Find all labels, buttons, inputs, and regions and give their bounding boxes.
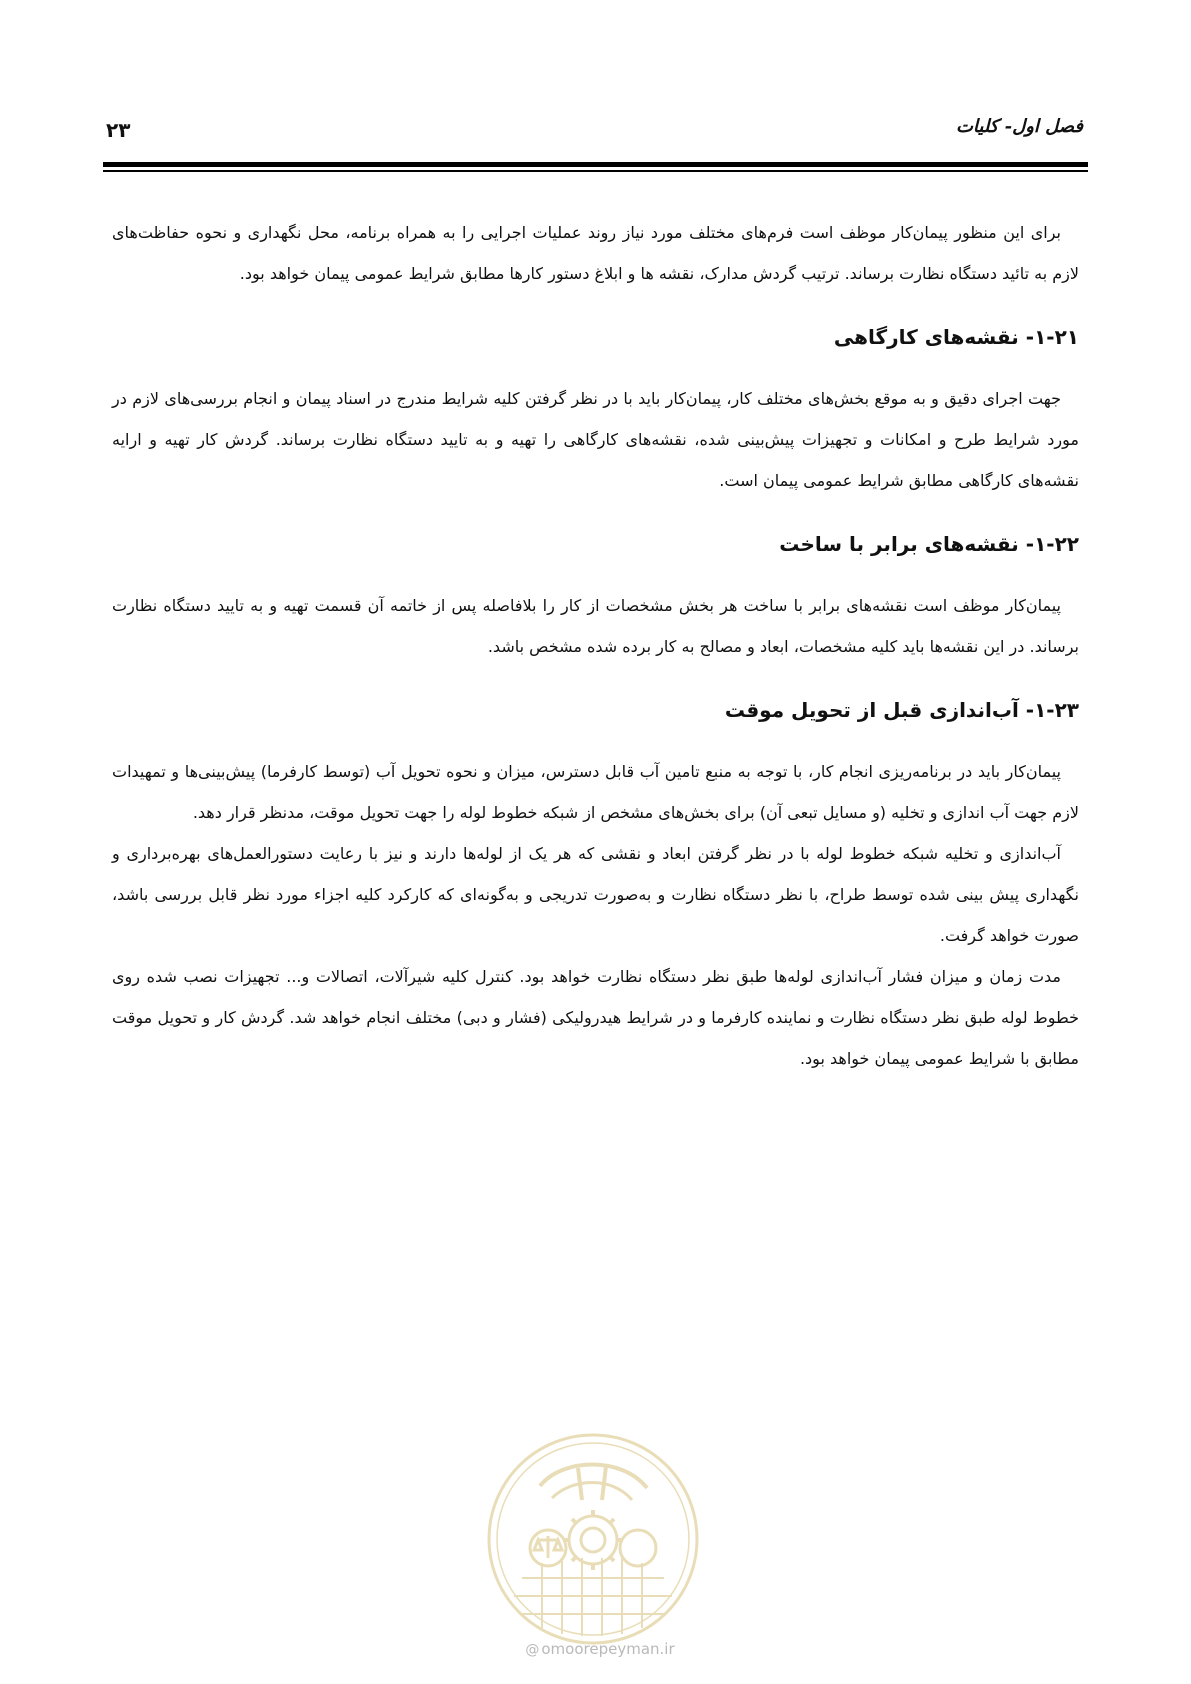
intro-paragraph: برای این منظور پیمان‌کار موظف است فرم‌های مختلف مورد نیاز روند عملیات اجرایی را به همراه برنامه، محل نگهداری و نحوه حفاظت‌های لازم به تائید دستگاه نظارت برساند. ترتیب گردش مدارک، نقشه ها و ابلاغ دستور کارها مطابق شرایط عمومی پیمان خواهد بود. xyxy=(112,223,1079,283)
page-body xyxy=(112,212,1079,1079)
page-number: ۲۳ xyxy=(106,118,131,142)
section-heading-21: ۱-۲۱- نقشه‌های کارگاهی xyxy=(833,325,1079,349)
section-heading-22: ۱-۲۲- نقشه‌های برابر با ساخت xyxy=(779,532,1079,556)
watermark-url-text: omoorepeyman.ir xyxy=(541,1640,675,1658)
watermark-url xyxy=(490,1640,710,1658)
section-heading-23: ۱-۲۳- آب‌اندازی قبل از تحویل موقت xyxy=(724,698,1079,722)
section-23-paragraph-3: مدت زمان و میزان فشار آب‌اندازی لوله‌ها طبق نظر دستگاه نظارت خواهد بود. کنترل کلیه شیرآلات، اتصالات و... تجهیزات نصب شده روی خطوط لوله طبق نظر دستگاه نظارت و نماینده کارفرما و در شرایط هیدرولیکی (فشار و دبی) مختلف انجام خواهد شد. گردش کار و تحویل موقت مطابق با شرایط عمومی پیمان خواهد بود. xyxy=(112,967,1079,1068)
at-sign-icon: @ xyxy=(525,1642,540,1658)
section-22-paragraph: پیمان‌کار موظف است نقشه‌های برابر با ساخت هر بخش مشخصات از کار را بلافاصله پس از خاتمه آن قسمت تهیه و به تایید دستگاه نظارت برساند. در این نقشه‌ها باید کلیه مشخصات، ابعاد و مصالح به کار برده شده مشخص باشد. xyxy=(112,596,1079,656)
header-rule-thin xyxy=(103,170,1088,172)
section-21-paragraph: جهت اجرای دقیق و به موقع بخش‌های مختلف کار، پیمان‌کار باید با در نظر گرفتن کلیه شرایط مندرج در اسناد پیمان و انجام بررسی‌های لازم در مورد شرایط طرح و امکانات و تجهیزات پیش‌بینی شده، نقشه‌های کارگاهی را تهیه و به تایید دستگاه نظارت برساند. گردش کار تهیه و ارایه نقشه‌های کارگاهی مطابق شرایط عمومی پیمان است. xyxy=(112,389,1079,490)
header-rule-thick xyxy=(103,162,1088,167)
running-head: فصل اول- کلیات xyxy=(955,116,1083,137)
watermark-seal-logo xyxy=(482,1428,704,1650)
section-23-paragraph-1: پیمان‌کار باید در برنامه‌ریزی انجام کار، با توجه به منبع تامین آب قابل دسترس، میزان و نحوه تحویل آب (توسط کارفرما) پیش‌بینی‌ها و تمهیدات لازم جهت آب اندازی و تخلیه (و مسایل تبعی آن) برای بخش‌های مشخص از شبکه خطوط لوله را جهت تحویل موقت، مدنظر قرار دهد. xyxy=(112,762,1079,822)
section-23-paragraph-2: آب‌اندازی و تخلیه شبکه خطوط لوله با در نظر گرفتن ابعاد و نقشی که هر یک از لوله‌ها دارند و نیز با رعایت دستورالعمل‌های بهره‌برداری و نگهداری پیش بینی شده توسط طراح، با نظر دستگاه نظارت و به‌صورت تدریجی و به‌گونه‌ای که کارکرد کلیه اجزاء مورد نظر قابل بررسی باشد، صورت خواهد گرفت. xyxy=(112,844,1079,945)
